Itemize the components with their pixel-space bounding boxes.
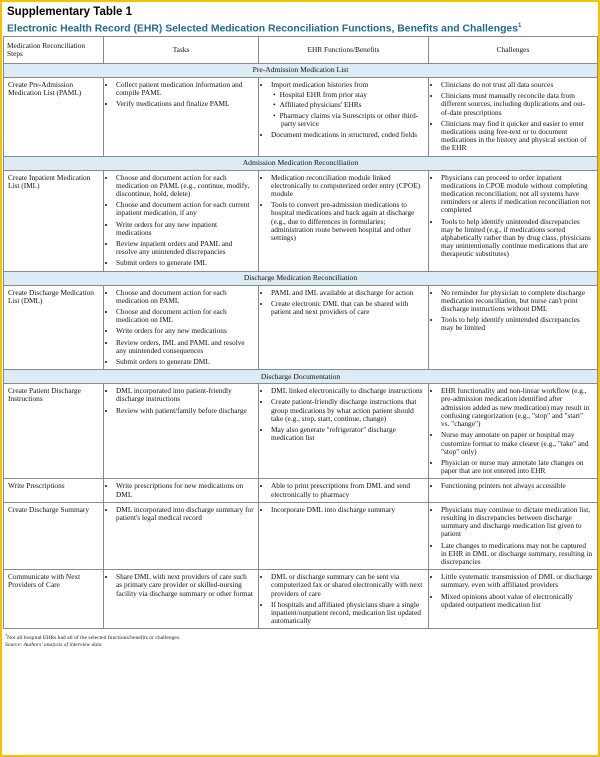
challenges-list <box>433 482 593 490</box>
table-row <box>4 502 598 569</box>
list-item: • Physician or nurse may annotate late changes on paper that are not entered into EHR <box>441 459 593 475</box>
list-item: • Physicians may continue to dictate medication list, resulting in discrepancies between discharge summary and discharge medication list given to patient <box>441 506 593 539</box>
list-item: • Clinicians may find it quicker and easier to enter medications using free-text or to document medications in the history and physical section of the EHR <box>441 120 593 153</box>
challenges-cell <box>429 78 598 157</box>
list-item <box>271 387 424 395</box>
challenges-cell <box>429 502 598 569</box>
list-item <box>271 300 424 316</box>
challenges-list <box>433 387 593 475</box>
list-item-text: If hospitals and affiliated physicians share a single inpatient/outpatient record, medication list updated automatically <box>271 599 421 626</box>
list-item: • Write prescriptions for new medications on DML <box>116 482 254 498</box>
functions-cell <box>259 285 429 370</box>
functions-list <box>263 81 424 139</box>
functions-list <box>263 174 424 243</box>
list-item: • Clinicians must manually reconcile data from different sources, including duplications and out-of-date prescriptions <box>441 92 593 117</box>
list-item: • EHR functionality and non-linear workflow (e.g., pre-admission medication identified after admission added as new medication) may result in confusing categorization (e.g., "stop" and "start" vs. "change") <box>441 387 593 428</box>
table-row <box>4 78 598 157</box>
sub-list-item: • Pharmacy claims via Surescripts or other third-party service <box>281 112 424 128</box>
challenges-list <box>433 81 593 153</box>
list-item: • Share DML with next providers of care such as primary care provider or skilled-nursing facility via discharge summary or other format <box>116 573 254 598</box>
list-item-text: Tools to convert pre-admission medications to hospital medications and back again at discharge (e.g., due to differences in formularies; administration route between hospital and other settings) <box>271 200 415 243</box>
tasks-cell <box>104 502 259 569</box>
column-header-challenges: Challenges <box>429 37 598 64</box>
functions-cell <box>259 479 429 502</box>
functions-list <box>263 289 424 317</box>
challenges-list <box>433 573 593 609</box>
footnote-1: $^1$Not all hospital EHRs had all of the selected functions/benefits or challenges. <box>5 632 181 642</box>
table-header <box>2 2 598 36</box>
step-cell: Create Discharge Summary <box>4 502 104 569</box>
list-item: • Review orders, IML and PAML and resolve any unintended consequences <box>116 339 254 355</box>
title-footnote-marker: 1 <box>517 23 522 29</box>
list-item-text: Import medication histories from <box>271 80 369 89</box>
list-item: • Choose and document action for each medication on PAML (e.g., continue, modify, discontinue, hold, delete) <box>116 174 254 199</box>
step-cell: Write Prescriptions <box>4 479 104 502</box>
tasks-list <box>108 289 254 367</box>
table-body <box>4 64 598 629</box>
section-title: Admission Medication Reconciliation <box>4 156 598 170</box>
list-item <box>271 81 424 128</box>
list-item: • Submit orders to generate IML <box>116 259 254 267</box>
functions-list <box>263 573 424 625</box>
list-item: • Little systematic transmission of DML or discharge summary, even with affiliated providers <box>441 573 593 589</box>
list-item: • Submit orders to generate DML <box>116 358 254 366</box>
tasks-list <box>108 387 254 415</box>
list-item <box>271 506 424 514</box>
challenges-cell <box>429 479 598 502</box>
functions-cell <box>259 384 429 479</box>
section-row <box>4 64 598 78</box>
list-item-text: May also generate "refrigerator" discharge medication list <box>271 425 396 443</box>
source-note: Source: Authors' analysis of interview data <box>5 642 102 649</box>
list-item: • DML incorporated into discharge summary for patient's legal medical record <box>116 506 254 522</box>
table-row <box>4 479 598 502</box>
table-row <box>4 384 598 479</box>
challenges-cell <box>429 285 598 370</box>
challenges-cell <box>429 384 598 479</box>
supplementary-label: Supplementary Table 1 <box>7 6 133 18</box>
functions-list <box>263 387 424 442</box>
sub-list-item: • Hospital EHR from prior stay <box>281 91 424 99</box>
list-item-text: DML linked electronically to discharge instructions <box>271 386 423 396</box>
functions-cell <box>259 78 429 157</box>
table-row <box>4 285 598 370</box>
list-item: • Physicians can proceed to order inpatient medications in CPOE module without completing medication reconciliation; not all systems have reminders or alerts if medication reconciliation not completed <box>441 174 593 215</box>
list-item: • Late changes to medications may not be captured in EHR in DML or discharge summary, resulting in discrepancies <box>441 542 593 567</box>
list-item: • Nurse may annotate on paper or hospital may customize format to make clearer (e.g., "take" and "stop" only) <box>441 431 593 456</box>
list-item <box>271 289 424 297</box>
tasks-list <box>108 482 254 498</box>
table-row <box>4 170 598 271</box>
functions-list <box>263 506 424 514</box>
list-item-text: Create electronic DML that can be shared with patient and next providers of care <box>271 298 409 317</box>
list-item <box>271 398 424 423</box>
list-item <box>271 573 424 598</box>
list-item: • Choose and document action for each medication on PAML <box>116 289 254 305</box>
list-item: • Review with patient/family before discharge <box>116 407 254 415</box>
functions-cell <box>259 502 429 569</box>
list-item <box>271 174 424 199</box>
section-title: Discharge Medication Reconciliation <box>4 271 598 285</box>
list-item: • Choose and document action for each medication on IML <box>116 308 254 324</box>
challenges-list <box>433 174 593 259</box>
list-item: • Tools to help identify unintended discrepancies may be limited <box>441 316 593 332</box>
list-item: • Write orders for any new inpatient medications <box>116 221 254 237</box>
step-cell: Create Patient Discharge Instructions <box>4 384 104 479</box>
list-item: • Mixed opinions about value of electronically updated outpatient medication list <box>441 593 593 609</box>
column-header-row <box>4 37 598 64</box>
list-item-text: Medication reconciliation module linked electronically to computerized order entry (CPOE) module <box>271 172 421 199</box>
list-item-text: Document medications in structured, coded fields <box>271 130 418 140</box>
reconciliation-table <box>3 36 598 629</box>
list-item: • Functioning printers not always accessible <box>441 482 593 490</box>
tasks-list <box>108 81 254 109</box>
sub-list-item: • Affiliated physicians' EHRs <box>281 101 424 109</box>
challenges-list <box>433 289 593 333</box>
functions-list <box>263 482 424 498</box>
footnotes <box>2 629 598 649</box>
tasks-list <box>108 174 254 268</box>
list-item <box>271 131 424 139</box>
challenges-list <box>433 506 593 566</box>
list-item: • No reminder for physician to complete discharge medication reconciliation, but nurse can't print discharge instructions without DML <box>441 289 593 314</box>
list-item-text: DML or discharge summary can be sent via computerized fax or shared electronically with next providers of care <box>271 572 423 598</box>
step-cell: Create Inpatient Medication List (IML) <box>4 170 104 271</box>
tasks-cell <box>104 479 259 502</box>
tasks-cell <box>104 170 259 271</box>
functions-cell <box>259 170 429 271</box>
section-row <box>4 370 598 384</box>
column-header-tasks: Tasks <box>104 37 259 64</box>
challenges-cell <box>429 570 598 629</box>
sub-list <box>271 91 424 128</box>
tasks-cell <box>104 78 259 157</box>
list-item: • Write orders for any new medications <box>116 327 254 335</box>
list-item-text: Incorporate DML into discharge summary <box>271 504 395 514</box>
tasks-list <box>108 506 254 522</box>
list-item <box>271 426 424 442</box>
section-row <box>4 156 598 170</box>
list-item: • Choose and document action for each current inpatient medication, if any <box>116 201 254 217</box>
section-title: Discharge Documentation <box>4 370 598 384</box>
list-item <box>271 201 424 242</box>
column-header-steps: Medication Reconciliation Steps <box>4 37 104 64</box>
list-item <box>271 601 424 626</box>
challenges-cell <box>429 170 598 271</box>
list-item <box>271 482 424 498</box>
list-item: • DML incorporated into patient-friendly discharge instructions <box>116 387 254 403</box>
list-item: • Verify medications and finalize PAML <box>116 100 254 108</box>
functions-cell <box>259 570 429 629</box>
column-header-functions: EHR Functions/Benefits <box>259 37 429 64</box>
section-title: Pre-Admission Medication List <box>4 64 598 78</box>
step-cell: Create Pre-Admission Medication List (PAML) <box>4 78 104 157</box>
step-cell: Create Discharge Medication List (DML) <box>4 285 104 370</box>
list-item-text: PAML and IML available at discharge for action <box>271 287 414 297</box>
list-item-text: Create patient-friendly discharge instructions that group medications by what action patient should take (e.g., stop, start, continue, change) <box>271 397 417 423</box>
list-item: • Tools to help identify unintended discrepancies may be limited (e.g., if medications sorted alphabetically rather than by drug class, physicians may unintentionally continue medications that are therapeutic substitutes) <box>441 218 593 259</box>
list-item: • Clinicians do not trust all data sources <box>441 81 593 89</box>
table-title: Electronic Health Record (EHR) Selected Medication Reconciliation Functions, Benefits and Challenges$^1$ <box>7 23 522 35</box>
tasks-list <box>108 573 254 598</box>
tasks-cell <box>104 384 259 479</box>
list-item: • Review inpatient orders and PAML and resolve any unintended discrepancies <box>116 240 254 256</box>
list-item: • Collect patient medication information and compile PAML <box>116 81 254 97</box>
table-row <box>4 570 598 629</box>
section-row <box>4 271 598 285</box>
tasks-cell <box>104 285 259 370</box>
step-cell: Communicate with Next Providers of Care <box>4 570 104 629</box>
list-item-text: Able to print prescriptions from DML and send electronically to pharmacy <box>271 481 411 499</box>
tasks-cell <box>104 570 259 629</box>
